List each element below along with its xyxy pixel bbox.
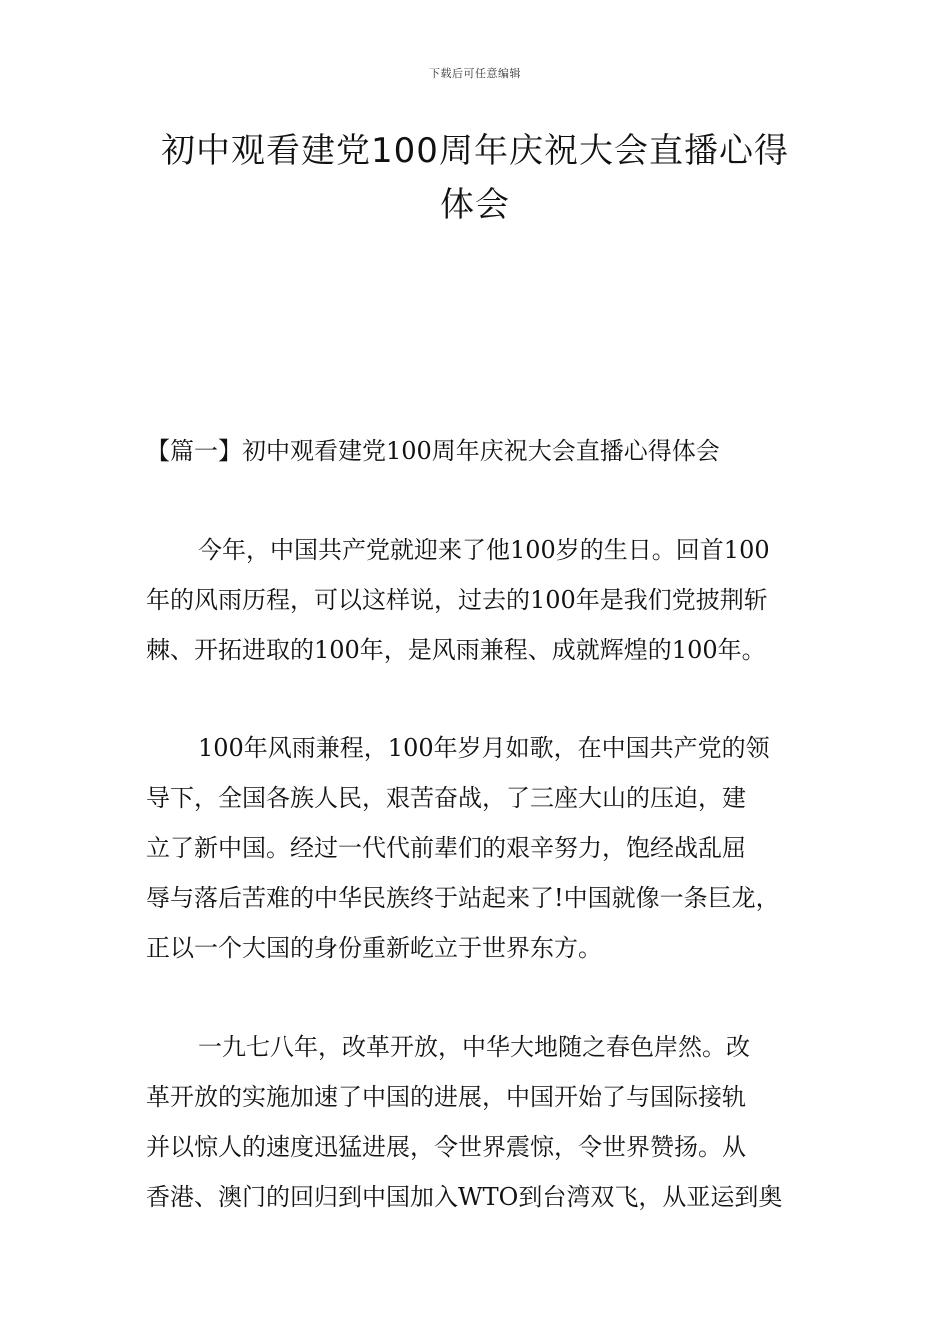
paragraph-line: 革开放的实施加速了中国的进展，中国开始了与国际接轨 (146, 1083, 746, 1111)
paragraph-line: 正以一个大国的身份重新屹立于世界东方。 (146, 934, 602, 962)
paragraph-line: 棘、开拓进取的100年，是风雨兼程、成就辉煌的100年。 (146, 636, 766, 664)
paragraph-line: 导下，全国各族人民，艰苦奋战，了三座大山的压迫，建 (146, 784, 746, 812)
paragraph-line: 香港、澳门的回归到中国加入WTO到台湾双飞，从亚运到奥 (146, 1183, 783, 1211)
header-note: 下载后可任意编辑 (429, 67, 521, 80)
paragraph-line: 100年风雨兼程，100年岁月如歌，在中国共产党的领 (198, 734, 770, 762)
paragraph-2 (146, 723, 818, 973)
paragraph-line: 并以惊人的速度迅猛进展，令世界震惊，令世界赞扬。从 (146, 1133, 746, 1161)
section-heading: 【篇一】初中观看建党100周年庆祝大会直播心得体会 (146, 437, 720, 465)
paragraph-line: 辱与落后苦难的中华民族终于站起来了!中国就像一条巨龙， (146, 884, 780, 912)
document-title (120, 124, 830, 232)
paragraph-line: 一九七八年，改革开放，中华大地随之春色岸然。改 (198, 1033, 750, 1061)
paragraph-1 (146, 525, 818, 675)
paragraph-line: 立了新中国。经过一代代前辈们的艰辛努力，饱经战乱屈 (146, 834, 746, 862)
paragraph-line: 今年，中国共产党就迎来了他100岁的生日。回首100 (198, 536, 770, 564)
title-line-1: 初中观看建党100周年庆祝大会直播心得 (161, 131, 789, 171)
paragraph-line: 年的风雨历程，可以这样说，过去的100年是我们党披荆斩 (146, 586, 768, 614)
paragraph-3 (146, 1022, 818, 1222)
title-line-2: 体会 (440, 185, 510, 225)
